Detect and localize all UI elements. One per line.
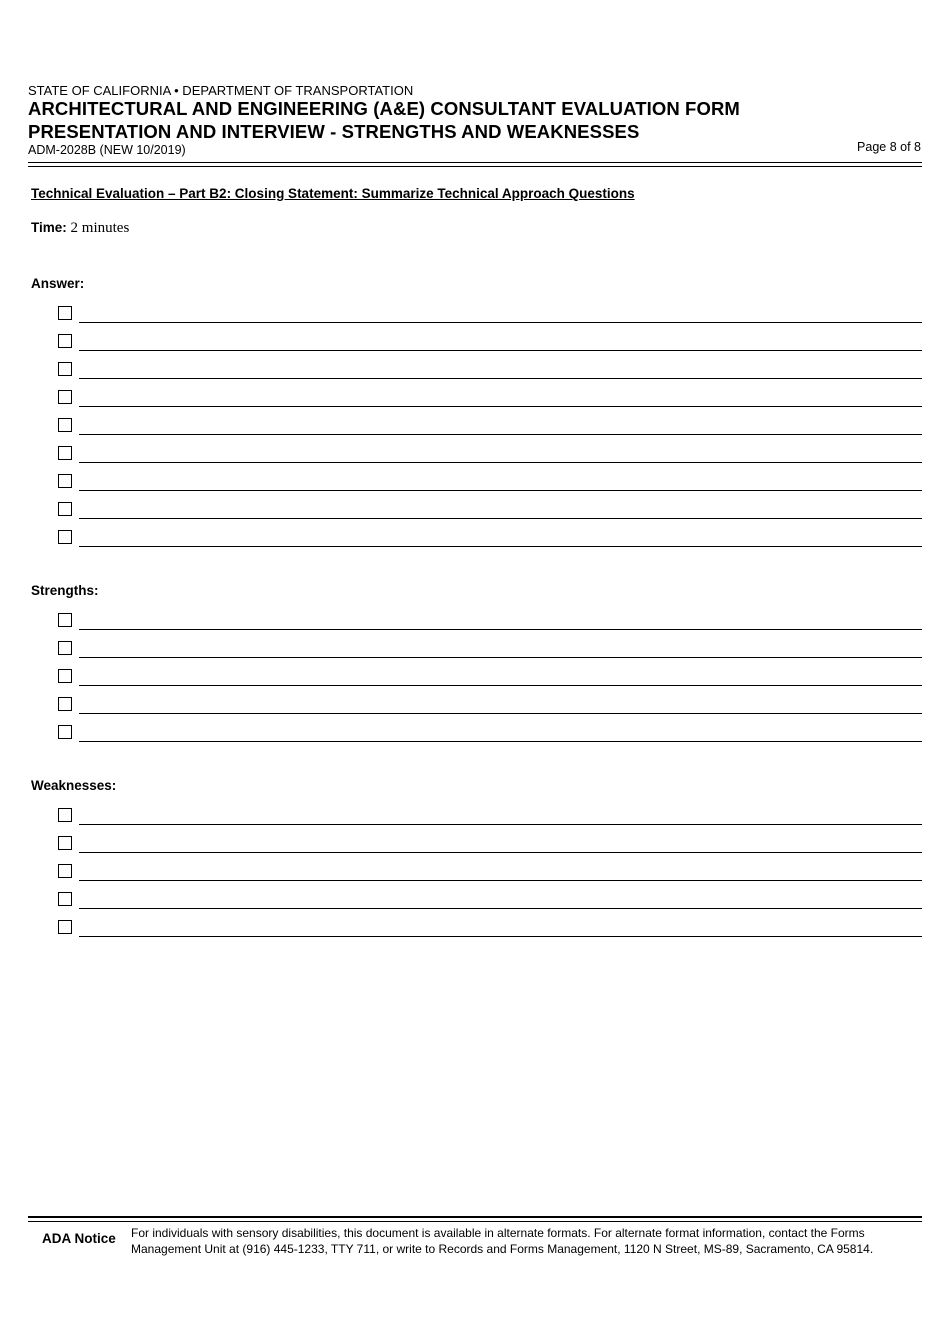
agency-line: STATE OF CALIFORNIA • DEPARTMENT OF TRANSPORTATION bbox=[28, 83, 414, 98]
weaknesses-checkbox[interactable] bbox=[58, 864, 72, 878]
answer-checkbox[interactable] bbox=[58, 306, 72, 320]
footer-divider bbox=[28, 1221, 922, 1222]
footer-divider bbox=[28, 1216, 922, 1218]
weaknesses-text-line[interactable] bbox=[79, 852, 922, 853]
strengths-checkbox[interactable] bbox=[58, 613, 72, 627]
strengths-text-line[interactable] bbox=[79, 741, 922, 742]
answer-checkbox[interactable] bbox=[58, 418, 72, 432]
answer-checkbox[interactable] bbox=[58, 530, 72, 544]
strengths-text-line[interactable] bbox=[79, 629, 922, 630]
answer-text-line[interactable] bbox=[79, 462, 922, 463]
ada-notice-line: For individuals with sensory disabilities, this document is available in alternate formats. For alternate format information, contact the Forms bbox=[131, 1226, 865, 1240]
form-subtitle: PRESENTATION AND INTERVIEW - STRENGTHS AND WEAKNESSES bbox=[28, 121, 640, 142]
weaknesses-checkbox[interactable] bbox=[58, 892, 72, 906]
answer-text-line[interactable] bbox=[79, 546, 922, 547]
answer-row bbox=[58, 502, 922, 520]
ada-notice-line: Management Unit at (916) 445-1233, TTY 711, or write to Records and Forms Management, 1120 N Street, MS-89, Sacramento, CA 95814. bbox=[131, 1241, 874, 1256]
ada-notice-text bbox=[131, 1226, 873, 1257]
answer-row bbox=[58, 446, 922, 464]
strengths-text-line[interactable] bbox=[79, 657, 922, 658]
time-value: 2 minutes bbox=[70, 220, 130, 236]
answer-text-line[interactable] bbox=[79, 434, 922, 435]
strengths-checkbox[interactable] bbox=[58, 725, 72, 739]
weaknesses-checkbox[interactable] bbox=[58, 920, 72, 934]
answer-text-line[interactable] bbox=[79, 490, 922, 491]
answer-text-line[interactable] bbox=[79, 406, 922, 407]
answer-text-line[interactable] bbox=[79, 378, 922, 379]
answer-checkbox[interactable] bbox=[58, 390, 72, 404]
weaknesses-row bbox=[58, 836, 922, 854]
answer-text-line[interactable] bbox=[79, 350, 922, 351]
section-heading: Technical Evaluation – Part B2: Closing Statement: Summarize Technical Approach Questions bbox=[31, 186, 635, 201]
weaknesses-row bbox=[58, 920, 922, 938]
answer-checkbox[interactable] bbox=[58, 362, 72, 376]
answer-checkbox[interactable] bbox=[58, 334, 72, 348]
strengths-row bbox=[58, 613, 922, 631]
answer-row bbox=[58, 418, 922, 436]
weaknesses-text-line[interactable] bbox=[79, 936, 922, 937]
weaknesses-checkbox[interactable] bbox=[58, 808, 72, 822]
strengths-row bbox=[58, 641, 922, 659]
answer-row bbox=[58, 334, 922, 352]
form-number: ADM-2028B (NEW 10/2019) bbox=[28, 143, 186, 157]
time-info bbox=[31, 220, 129, 237]
strengths-text-line[interactable] bbox=[79, 685, 922, 686]
strengths-label: Strengths: bbox=[31, 583, 99, 598]
weaknesses-row bbox=[58, 808, 922, 826]
form-title: ARCHITECTURAL AND ENGINEERING (A&E) CONSULTANT EVALUATION FORM bbox=[28, 98, 740, 119]
answer-text-line[interactable] bbox=[79, 518, 922, 519]
page-number: Page 8 of 8 bbox=[857, 140, 921, 154]
answer-row bbox=[58, 306, 922, 324]
strengths-text-line[interactable] bbox=[79, 713, 922, 714]
answer-checkbox[interactable] bbox=[58, 502, 72, 516]
weaknesses-row bbox=[58, 892, 922, 910]
weaknesses-text-line[interactable] bbox=[79, 908, 922, 909]
answer-row bbox=[58, 530, 922, 548]
answer-row bbox=[58, 474, 922, 492]
answer-row bbox=[58, 390, 922, 408]
weaknesses-row bbox=[58, 864, 922, 882]
ada-notice-label: ADA Notice bbox=[42, 1231, 116, 1246]
time-label: Time: bbox=[31, 220, 67, 235]
weaknesses-text-line[interactable] bbox=[79, 824, 922, 825]
strengths-checkbox[interactable] bbox=[58, 641, 72, 655]
answer-text-line[interactable] bbox=[79, 322, 922, 323]
strengths-checkbox[interactable] bbox=[58, 669, 72, 683]
strengths-row bbox=[58, 669, 922, 687]
answer-checkbox[interactable] bbox=[58, 446, 72, 460]
weaknesses-checkbox[interactable] bbox=[58, 836, 72, 850]
strengths-row bbox=[58, 697, 922, 715]
answer-checkbox[interactable] bbox=[58, 474, 72, 488]
answer-row bbox=[58, 362, 922, 380]
weaknesses-text-line[interactable] bbox=[79, 880, 922, 881]
strengths-row bbox=[58, 725, 922, 743]
weaknesses-label: Weaknesses: bbox=[31, 778, 117, 793]
strengths-checkbox[interactable] bbox=[58, 697, 72, 711]
answer-label: Answer: bbox=[31, 276, 85, 291]
header-divider bbox=[28, 166, 922, 167]
header-divider bbox=[28, 162, 922, 163]
